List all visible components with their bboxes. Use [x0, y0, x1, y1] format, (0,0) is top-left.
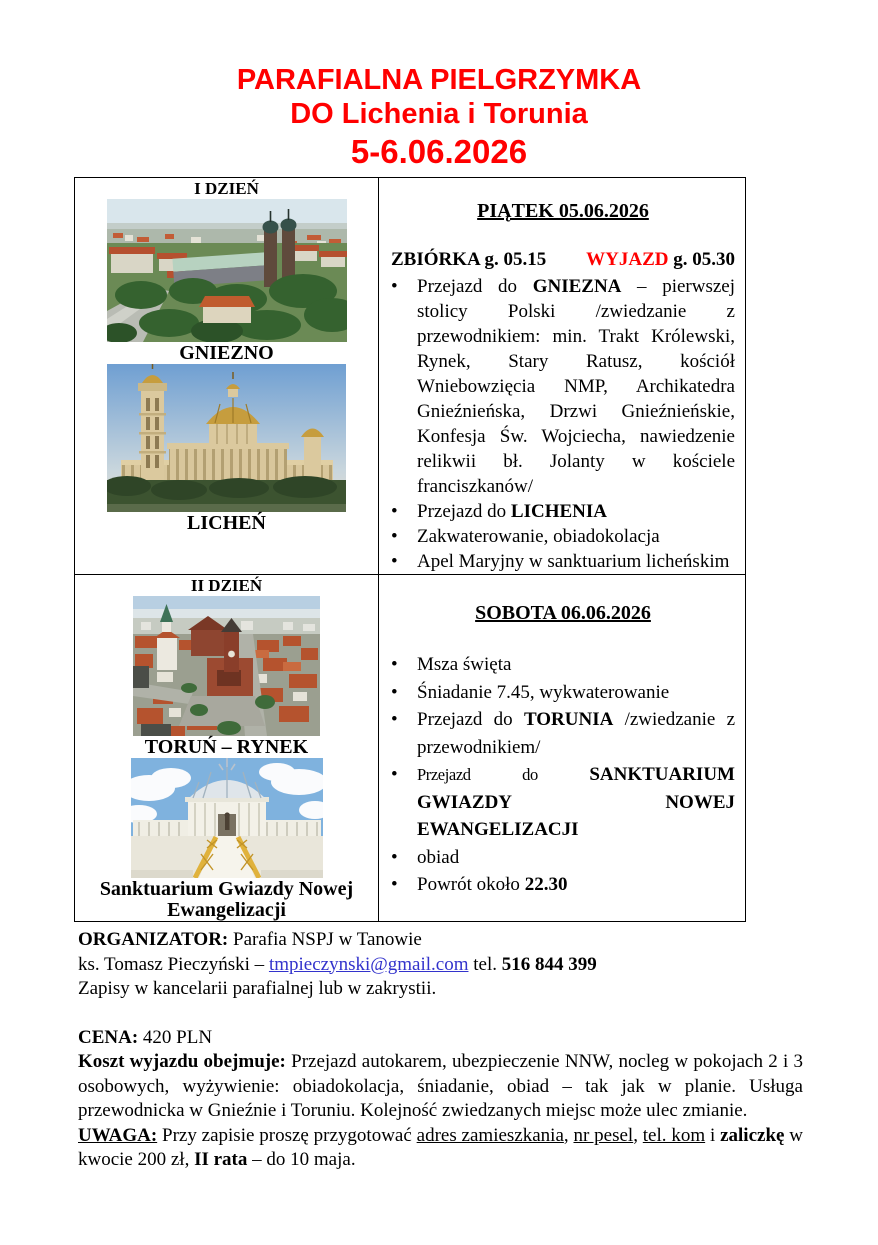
friday-program	[379, 178, 745, 574]
text-run: ks. Tomasz Pieczyński –	[78, 953, 269, 975]
footer-info	[78, 928, 803, 1173]
wyjazd-time: WYJAZD g. 05.30	[586, 249, 735, 270]
title-line-2: DO Lichenia i Torunia	[290, 98, 588, 130]
lichen-photo	[107, 364, 346, 512]
text-run: ,	[633, 1124, 643, 1146]
text-run: w kwocie 200 zł,	[78, 1124, 804, 1170]
text-run: GNIEZNA	[532, 276, 622, 297]
cost-includes-paragraph	[78, 1050, 803, 1124]
spacer	[78, 1002, 803, 1026]
program-bullet	[391, 274, 735, 499]
document-title	[0, 0, 878, 172]
text-run: Przejazd do	[417, 765, 590, 784]
text-run: Koszt wyjazdu obejmuje:	[78, 1051, 286, 1072]
program-bullet	[391, 871, 735, 899]
price-line	[78, 1026, 803, 1051]
bullet-icon: •	[391, 846, 398, 868]
text-run: Przy zapisie proszę przygotować	[157, 1124, 417, 1146]
torun-caption: TORUŃ – RYNEK	[144, 736, 309, 758]
text-run: 420 PLN	[138, 1026, 213, 1048]
program-bullet	[391, 706, 735, 761]
text-run: nr pesel	[573, 1124, 634, 1146]
zbiorka-time: ZBIÓRKA g. 05.15	[391, 249, 547, 270]
text-run: Przejazd autokarem, ubezpieczenie NNW, nocleg w pokojach 2 i 3 osobowych, wyżywienie: obiadokolacja, śniadanie, obiad – tak jak w planie. Usługa przewodnicka w Gnieźnie i Toruniu. Kolejność zwiedzanych miejsc może ulec zmianie.	[78, 1051, 804, 1121]
text-run: – do 10 maja.	[247, 1149, 356, 1170]
day2-photos-cell	[75, 575, 379, 922]
text-run: Przejazd do	[417, 709, 524, 730]
lichen-caption: LICHEŃ	[187, 512, 266, 534]
day1-label: I DZIEŃ	[194, 179, 259, 198]
bullet-icon: •	[391, 276, 398, 297]
bullet-icon: •	[391, 526, 398, 547]
text-run: tel. kom	[642, 1124, 706, 1146]
organizer-line	[78, 928, 803, 953]
text-run: LICHENIA	[510, 501, 607, 522]
friday-heading: PIĄTEK 05.06.2026	[477, 200, 649, 222]
title-line-3: 5-6.06.2026	[350, 133, 528, 170]
text-run: Zapisy w kancelarii parafialnej lub w zakrystii.	[78, 978, 437, 999]
text-run: /zwiedzanie z przewodnikiem/	[417, 709, 736, 758]
bullet-icon: •	[391, 681, 398, 703]
bullet-icon: •	[391, 874, 398, 895]
day1-photos-cell	[75, 178, 379, 575]
text-run: UWAGA:	[78, 1124, 158, 1146]
text-run: II rata	[194, 1149, 248, 1170]
friday-bullet-list	[391, 274, 735, 574]
gniezno-caption: GNIEZNO	[179, 342, 274, 364]
program-bullet	[391, 844, 735, 872]
text-run: TORUNIA	[523, 709, 614, 730]
text-run: – pierwszej stolicy Polski /zwiedzanie z przewodnikiem: min. Trakt Królewski, Rynek, Stary Ratusz, kościół Wniebowzięcia NMP, Archikatedra Gnieźnieńska, Drzwi Gnieźnieńskie, Konfesja Św. Wojciecha, nawiedzenie relikwii bł. Jolanty w kościele franciszkanów/	[417, 276, 735, 497]
bullet-icon: •	[391, 709, 398, 730]
text-run: ORGANIZATOR:	[78, 929, 229, 950]
text-run: Śniadanie 7.45, wykwaterowanie	[417, 681, 670, 703]
text-run: SANKTUARIUM GWIAZDY NOWEJ EWANGELIZACJI	[417, 764, 735, 840]
text-run: Msza święta	[417, 654, 512, 675]
text-run: 516 844 399	[501, 953, 597, 975]
sanctuary-caption: Sanktuarium Gwiazdy Nowej Ewangelizacji	[99, 878, 354, 921]
program-bullet	[391, 499, 735, 524]
saturday-program	[379, 575, 745, 899]
torun-photo	[133, 596, 320, 736]
text-run: Zakwaterowanie, obiadokolacja	[417, 526, 660, 547]
text-run: Przejazd do	[417, 276, 533, 297]
program-bullet	[391, 549, 735, 574]
program-bullet	[391, 761, 735, 844]
text-run: i	[705, 1124, 721, 1146]
bullet-icon: •	[391, 764, 398, 785]
text-run: tel.	[468, 953, 502, 975]
sanctuary-photo	[131, 758, 323, 878]
text-run: obiad	[417, 846, 460, 868]
text-run: ,	[563, 1124, 574, 1146]
program-bullet	[391, 651, 735, 679]
itinerary-table	[74, 177, 746, 922]
day2-label: II DZIEŃ	[190, 576, 263, 595]
text-run: Apel Maryjny w sanktuarium licheńskim	[417, 551, 730, 572]
contact-line	[78, 953, 803, 978]
meeting-times-line	[391, 249, 735, 271]
note-paragraph	[78, 1124, 803, 1173]
bullet-icon: •	[391, 654, 398, 675]
title-line-1: PARAFIALNA PIELGRZYMKA	[236, 64, 642, 96]
text-run: Powrót około	[417, 874, 525, 895]
signup-line	[78, 977, 803, 1002]
gniezno-photo	[107, 199, 347, 342]
text-run: Parafia NSPJ w Tanowie	[228, 929, 422, 950]
saturday-heading: SOBOTA 06.06.2026	[475, 602, 651, 624]
email-link[interactable]: tmpieczynski@gmail.com	[268, 953, 469, 975]
text-run: adres zamieszkania	[416, 1124, 564, 1146]
saturday-bullet-list	[391, 651, 735, 899]
text-run: Przejazd do	[417, 501, 511, 522]
text-run: 22.30	[524, 874, 568, 895]
bullet-icon: •	[391, 551, 398, 572]
bullet-icon: •	[391, 501, 398, 522]
program-bullet	[391, 524, 735, 549]
day2-program-cell	[379, 575, 746, 922]
text-run: zaliczkę	[720, 1124, 785, 1146]
day1-program-cell	[379, 178, 746, 575]
program-bullet	[391, 679, 735, 707]
text-run: CENA:	[78, 1026, 139, 1048]
